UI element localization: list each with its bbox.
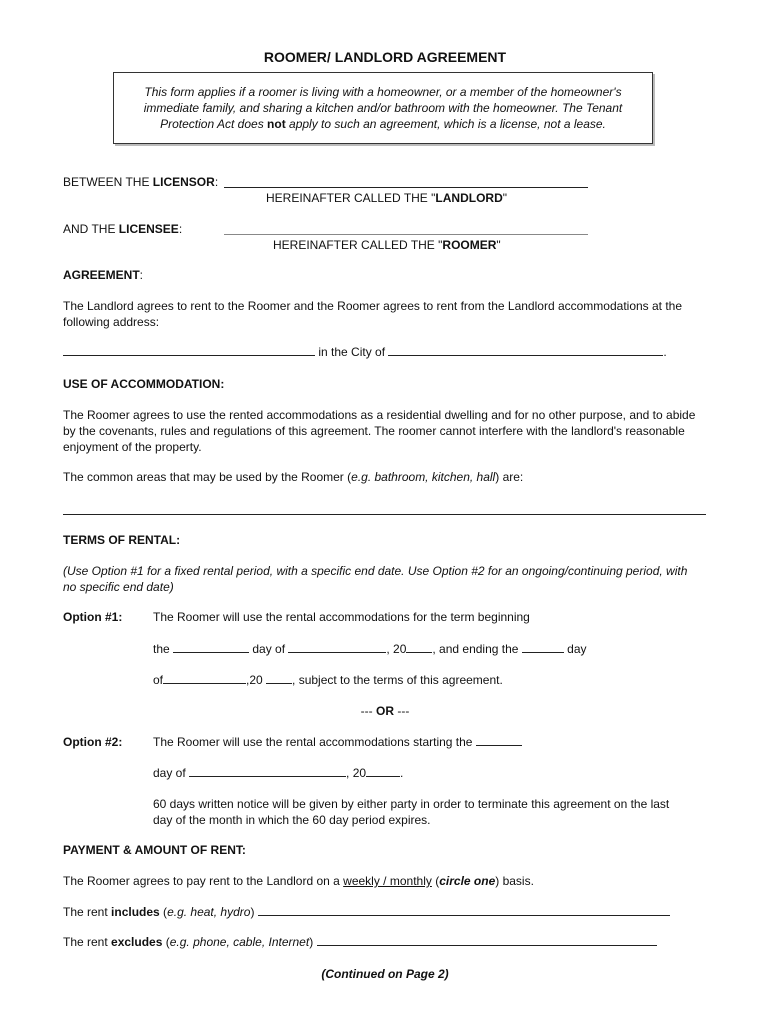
- opt2-month-field[interactable]: [189, 765, 346, 777]
- end-year-field[interactable]: [266, 672, 292, 684]
- address-line: in the City of .: [63, 344, 667, 360]
- use-text: by the covenants, rules and regulations of this agreement. The roomer cannot interfere with the landlord's reasonable: [63, 424, 685, 438]
- option1-dates: of ,20 , subject to the terms of this agreement.: [153, 673, 503, 687]
- includes-field[interactable]: [258, 904, 670, 916]
- notice-line: immediate family, and sharing a kitchen and/or bathroom with the homeowner. The Tenant: [143, 101, 623, 115]
- start-day-field[interactable]: [173, 641, 249, 653]
- use-heading: USE OF ACCOMMODATION:: [63, 377, 225, 391]
- excludes-field[interactable]: [317, 934, 657, 946]
- notice-text: 60 days written notice will be given by either party in order to terminate this agreement on the last: [153, 797, 670, 811]
- payment-heading: PAYMENT & AMOUNT OF RENT:: [63, 843, 246, 857]
- option1-label: Option #1:: [63, 610, 123, 624]
- licensee-label: AND THE LICENSEE:: [63, 222, 183, 236]
- terms-note: (Use Option #1 for a fixed rental period, with a specific end date. Use Option #2 for an ongoing/continuing period, with: [63, 564, 688, 578]
- page-title: ROOMER/ LANDLORD AGREEMENT: [263, 49, 507, 65]
- notice-text: day of the month in which the 60 day period expires.: [153, 813, 431, 827]
- landlord-caption: HEREINAFTER CALLED THE "LANDLORD": [266, 191, 507, 205]
- rent-excludes: The rent excludes (e.g. phone, cable, Internet): [63, 934, 657, 950]
- licensor-label: BETWEEN THE LICENSOR:: [63, 175, 219, 189]
- terms-heading: TERMS OF RENTAL:: [63, 533, 181, 547]
- rent-includes: The rent includes (e.g. heat, hydro): [63, 904, 670, 920]
- city-field[interactable]: [388, 344, 663, 356]
- address-field[interactable]: [63, 344, 315, 356]
- agreement-heading: AGREEMENT:: [63, 268, 144, 282]
- option2-label: Option #2:: [63, 735, 123, 749]
- end-day-field[interactable]: [522, 641, 564, 653]
- agreement-text: following address:: [63, 315, 160, 329]
- terms-note: no specific end date): [63, 580, 174, 594]
- licensor-field[interactable]: [224, 187, 588, 188]
- continued-note: (Continued on Page 2): [321, 967, 449, 981]
- roomer-caption: HEREINAFTER CALLED THE "ROOMER": [273, 238, 501, 252]
- end-month-field[interactable]: [163, 672, 246, 684]
- start-month-field[interactable]: [288, 641, 386, 653]
- opt2-year-field[interactable]: [366, 765, 400, 777]
- agreement-text: The Landlord agrees to rent to the Roomer and the Roomer agrees to rent from the Landlord accommodations at the: [63, 299, 683, 313]
- start-year-field[interactable]: [406, 641, 432, 653]
- common-areas-text: The common areas that may be used by the Roomer (e.g. bathroom, kitchen, hall) are:: [63, 470, 524, 484]
- notice-line: This form applies if a roomer is living with a homeowner, or a member of the homeowner's: [144, 85, 622, 99]
- common-areas-field[interactable]: [63, 514, 706, 515]
- opt2-day-field[interactable]: [476, 734, 522, 746]
- licensee-field[interactable]: [224, 234, 588, 235]
- payment-basis: The Roomer agrees to pay rent to the Landlord on a weekly / monthly (circle one) basis.: [63, 874, 534, 888]
- use-text: enjoyment of the property.: [63, 440, 202, 454]
- weekly-monthly-choice[interactable]: weekly / monthly: [343, 874, 432, 888]
- use-text: The Roomer agrees to use the rented accommodations as a residential dwelling and for no other purpose, and to abide: [63, 408, 696, 422]
- option1-text: The Roomer will use the rental accommodations for the term beginning: [153, 610, 530, 624]
- notice-line: Protection Act does not apply to such an agreement, which is a license, not a lease.: [160, 117, 606, 131]
- or-separator: --- OR ---: [360, 704, 410, 718]
- option2-text: The Roomer will use the rental accommodations starting the: [153, 734, 522, 750]
- option2-dates: day of , 20 .: [153, 766, 404, 780]
- option1-dates: the day of , 20 , and ending the day: [153, 642, 587, 656]
- notice-box: [113, 72, 653, 144]
